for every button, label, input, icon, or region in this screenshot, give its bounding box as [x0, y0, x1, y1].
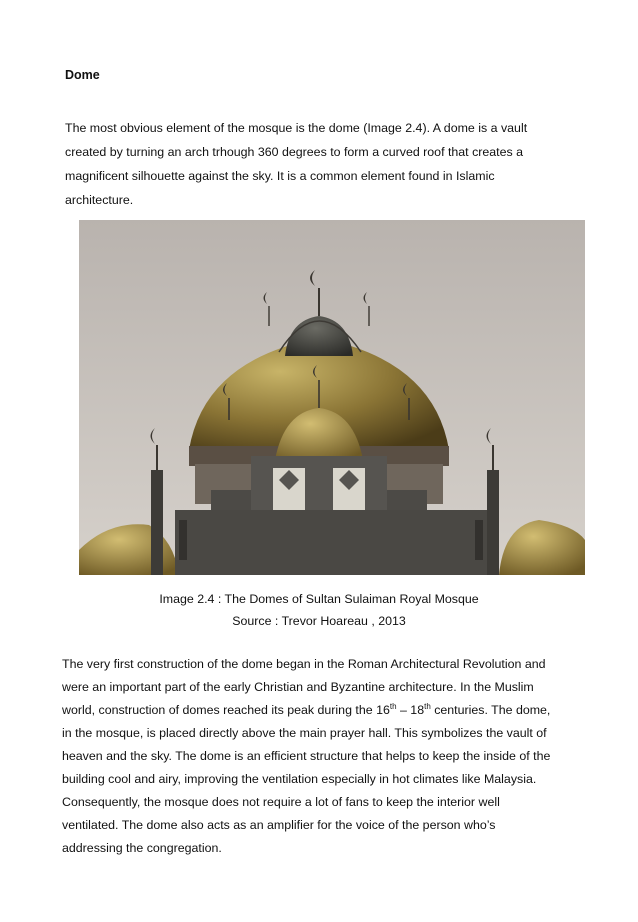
body-line-segment: world, construction of domes reached its peak during the 16: [62, 703, 390, 717]
figure-source: Source : Trevor Hoareau , 2013: [232, 614, 406, 628]
intro-line: magnificent silhouette against the sky. It is a common element found in Islamic: [65, 169, 495, 183]
body-line: addressing the congregation.: [62, 841, 222, 855]
intro-line: architecture.: [65, 193, 134, 207]
intro-paragraph: [65, 116, 565, 212]
body-line: in the mosque, is placed directly above the main prayer hall. This symbolizes the vault of: [62, 726, 547, 740]
body-line: heaven and the sky. The dome is an efficient structure that helps to keep the inside of the: [62, 749, 551, 763]
body-line: The very first construction of the dome began in the Roman Architectural Revolution and: [62, 657, 546, 671]
body-line: building cool and airy, improving the ventilation especially in hot climates like Malaysia.: [62, 772, 537, 786]
superscript-th: th: [389, 701, 397, 711]
intro-line: The most obvious element of the mosque is the dome (Image 2.4). A dome is a vault: [65, 121, 528, 135]
body-paragraph: [62, 653, 582, 860]
superscript-th: th: [424, 701, 431, 711]
body-line: were an important part of the early Christian and Byzantine architecture. In the Muslim: [62, 680, 534, 694]
body-line: Consequently, the mosque does not require a lot of fans to keep the interior well: [62, 795, 500, 809]
intro-line: created by turning an arch trhough 360 degrees to form a curved roof that creates a: [65, 145, 524, 159]
mosque-domes-photo: [79, 220, 585, 575]
body-line: ventilated. The dome also acts as an amplifier for the voice of the person who’s: [62, 818, 496, 832]
figure-caption: Image 2.4 : The Domes of Sultan Sulaiman Royal Mosque: [159, 592, 479, 606]
body-line: [62, 703, 550, 717]
section-heading: Dome: [65, 68, 100, 82]
body-line-segment: – 18: [396, 703, 425, 717]
body-line-segment: centuries. The dome,: [430, 703, 551, 717]
